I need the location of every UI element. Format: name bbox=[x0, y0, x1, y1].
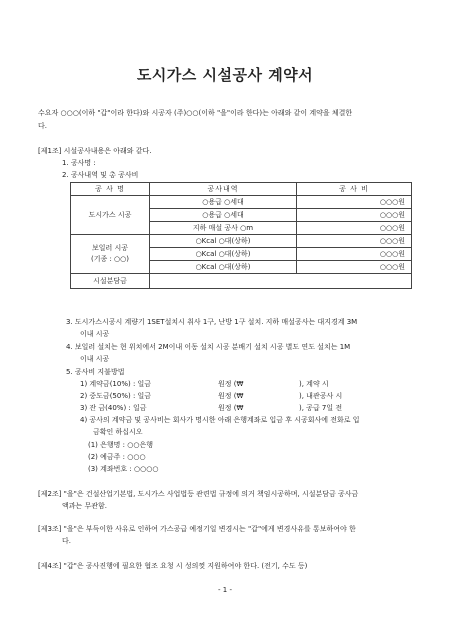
group-name-boiler: 보일러 시공 (기종 : ○○) bbox=[71, 235, 150, 274]
bank-name: (1) 은행명 : ○○은행 bbox=[88, 441, 153, 449]
table-header-name: 공 사 명 bbox=[71, 183, 150, 196]
article4: [제4조] "갑"은 공사진행에 필요한 협조 요청 시 성의껏 지원하여야 한다. (전기, 수도 등) bbox=[38, 562, 308, 570]
group-name-gas: 도시가스 시공 bbox=[71, 196, 150, 235]
table-row bbox=[71, 235, 412, 248]
row-amount: ○○○원 bbox=[297, 261, 412, 274]
payment-1-tail: ), 계약 시 bbox=[299, 380, 329, 388]
table-footer-value bbox=[150, 274, 412, 289]
row-amount: ○○○원 bbox=[297, 235, 412, 248]
payment-4-line2: 금확인 하십시오 bbox=[93, 428, 143, 436]
document-title: 도시가스 시설공사 계약서 bbox=[136, 66, 314, 84]
article1-item2: 2. 공사내역 및 총 공사비 bbox=[62, 171, 139, 179]
payment-4-line1: 4) 공사의 계약금 및 공사비는 회사가 명시한 아래 은행계좌로 입금 후 시공회사에 전화로 입 bbox=[80, 416, 360, 424]
article1-item4-line1: 4. 보일러 설치는 현 위치에서 2M이내 이동 설치 시공 분배기 설치 시공 별도 연도 설치는 1M bbox=[66, 343, 351, 351]
row-detail: ○용급 ○세대 bbox=[150, 209, 297, 222]
article1-item3-line1: 3. 도시가스시공시 계량기 1SET설치시 취사 1구, 난방 1구 설치. 지하 매설공사는 대지경계 3M bbox=[66, 318, 358, 326]
article1-item4-line2: 이내 시공 bbox=[80, 355, 110, 363]
payment-1-won: 원정 (₩ bbox=[218, 380, 244, 388]
bank-holder: (2) 예금주 : ○○○ bbox=[88, 453, 146, 461]
row-amount: ○○○원 bbox=[297, 248, 412, 261]
table-header-amount: 공 사 비 bbox=[297, 183, 412, 196]
table-footer-row bbox=[71, 274, 412, 289]
article3-line2: 다. bbox=[62, 537, 71, 545]
row-detail: 지하 매설 공사 ○m bbox=[150, 222, 297, 235]
payment-2-won: 원정 (₩ bbox=[218, 392, 244, 400]
page-number: - 1 - bbox=[218, 586, 232, 594]
payment-2-tail: ), 내관공사 시 bbox=[299, 392, 343, 400]
row-amount: ○○○원 bbox=[297, 209, 412, 222]
table-footer-label: 시설분담금 bbox=[71, 274, 150, 289]
payment-3-won: 원정 (₩ bbox=[218, 404, 244, 412]
payment-1-label: 1) 계약금(10%) : 일금 bbox=[80, 380, 152, 388]
row-amount: ○○○원 bbox=[297, 222, 412, 235]
article3-line1: [제3조] "을"은 부득이한 사유로 인하여 가스공급 예정기일 변경시는 "갑"에게 변경사유를 통보하여야 한 bbox=[38, 525, 356, 533]
article1-item1: 1. 공사명 : bbox=[62, 159, 96, 167]
article1-heading: [제1조] 시설공사내용은 아래와 같다. bbox=[38, 147, 152, 155]
row-detail: ○용급 ○세대 bbox=[150, 196, 297, 209]
cost-table bbox=[70, 182, 412, 289]
article2-line2: 액과는 무관함. bbox=[62, 502, 108, 510]
table-header-detail: 공사내역 bbox=[150, 183, 297, 196]
payment-3-tail: ), 공급 7일 전 bbox=[299, 404, 343, 412]
table-header-row bbox=[71, 183, 412, 196]
row-detail: ○Kcal ○대(상하) bbox=[150, 235, 297, 248]
row-detail: ○Kcal ○대(상하) bbox=[150, 261, 297, 274]
row-amount: ○○○원 bbox=[297, 196, 412, 209]
table-row bbox=[71, 196, 412, 209]
payment-3-label: 3) 잔 금(40%) : 일금 bbox=[80, 404, 147, 412]
article1-item5: 5. 공사비 지불방법 bbox=[66, 368, 125, 376]
intro-line-2: 다. bbox=[38, 122, 47, 130]
article2-line1: [제2조] "을"은 건설산업기본법, 도시가스 사업법등 관련법 규정에 의거 책임시공하며, 시설분담금 공사금 bbox=[38, 490, 359, 498]
intro-line-1: 수요자 ○○○(이하 "갑"이라 한다)와 시공자 (주)○○(이하 "을"이라 한다)는 아래와 같이 계약을 체결한 bbox=[38, 109, 353, 117]
bank-account: (3) 계좌번호 : ○○○○ bbox=[88, 465, 159, 473]
payment-2-label: 2) 중도금(50%) : 일금 bbox=[80, 392, 152, 400]
article1-item3-line2: 이내 시공 bbox=[80, 330, 110, 338]
row-detail: ○Kcal ○대(상하) bbox=[150, 248, 297, 261]
